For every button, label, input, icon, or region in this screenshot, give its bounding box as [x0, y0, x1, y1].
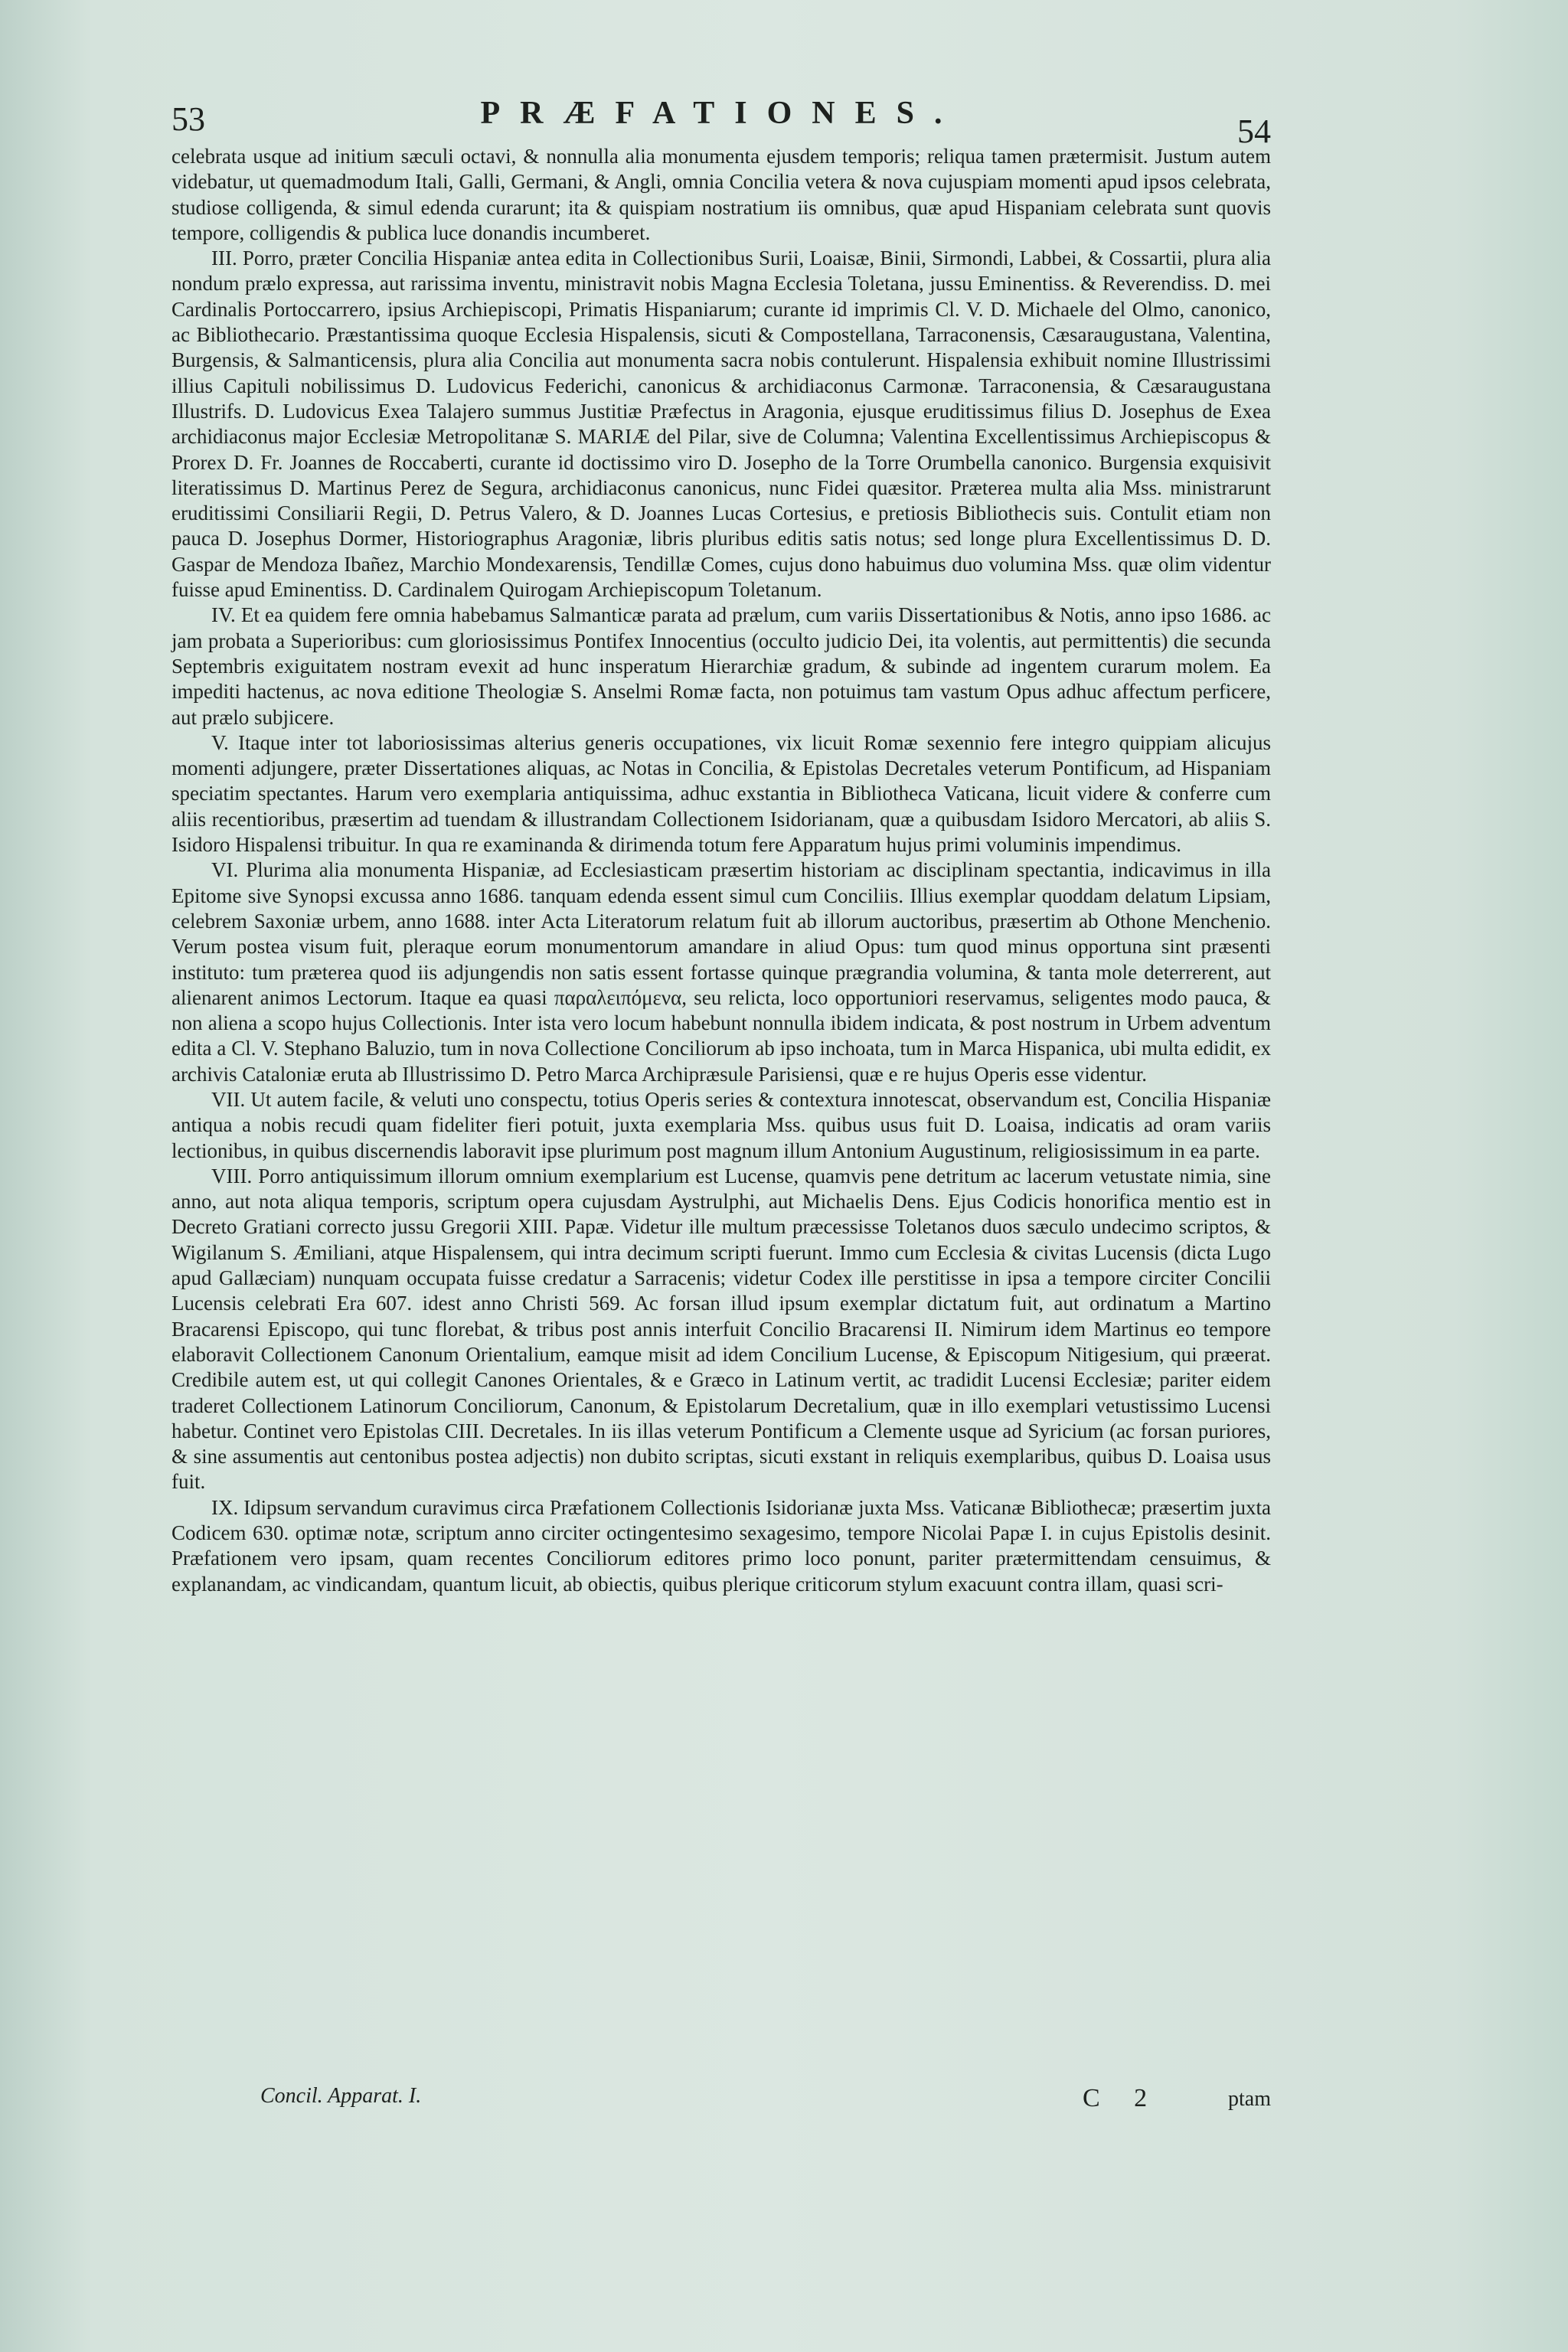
paragraph-viii: VIII. Porro antiquissimum illorum omnium exemplarium est Lucense, quamvis pene detritum ac lacerum vetustate nimia, sine anno, aut nota aliqua temporis, scriptum opera cujusdam Aystrulphi, aut Michaelis Dens. Ejus Codicis honorifica mentio est in Decreto Gratiani correcto jussu Gregorii XIII. Papæ. Videtur ille multum præcessisse Toletanos duos sæculo undecimo scriptos, & Wigilanum S. Æmiliani, atque Hispalensem, qui intra decimum scripti fuerunt. Immo cum Ecclesia & civitas Lucensis (dicta Lugo apud Gallæciam) nunquam occupata fuisse credatur a Sarracenis; videtur Codex ille perstitisse in ipsa a tempore circiter Concilii Lucensis celebrati Era 607. idest anno Christi 569. Ac forsan illud ipsum exemplar dictatum fuit, aut ordinatum a Martino Bracarensi Episcopo, qui tunc florebat, & tribus post annis interfuit Concilio Bracarensi II. Nimirum idem Martinus eo tempore elaboravit Collectionem Canonum Orientalium, eamque misit ad idem Concilium Lucense, & Episcopum Nitigesium, qui præerat. Credibile autem est, ut qui collegit Canones Orientales, & e Græco in Latinum vertit, ac tradidit Lucensi Ecclesiæ; pariter eidem traderet Collectionem Latinorum Conciliorum, Canonum, & Epistolarum Decretalium, quæ in illo exemplari vetustissimo Lucensi habetur. Continet vero Epistolas CIII. Decretales. In iis illas veterum Pontificum a Clemente usque ad Syricium (ac forsan puriores, & sine assumentis aut centonibus postea adjectis) non dubito scriptas, sicuti exstant in reliquis exemplaribus, quibus D. Loaisa usus fuit. — [172, 1164, 1271, 1494]
paragraph-iv: IV. Et ea quidem fere omnia habebamus Salmanticæ parata ad prælum, cum variis Dissertationibus & Notis, anno ipso 1686. ac jam probata a Superioribus: cum gloriosissimus Pontifex Innocentius (occulto judicio Dei, ita volentis, aut permittentis) die secunda Septembris exiguitatem nostram evexit ad hunc insperatum Hierarchiæ gradum, & subinde ad ingentem curarum molem. Ea impediti hactenus, ac nova editione Theologiæ S. Anselmi Romæ facta, non potuimus tam vastum Opus adhuc affectum perficere, aut prælo subjicere. — [172, 603, 1271, 729]
page-footer — [172, 2084, 1271, 2115]
paragraph-vii: VII. Ut autem facile, & veluti uno conspectu, totius Operis series & contextura innotescat, observandum est, Concilia Hispaniæ antiqua a nobis recudi quam fideliter fieri potuit, juxta exemplaria Mss. quibus usus fuit D. Loaisa, indicatis ad oram variis lectionibus, in quibus discernendis laboravit ipse plurimum post magnum illum Antonium Augustinum, religiosissimum in ea parte. — [172, 1087, 1271, 1162]
signature-mark: Concil. Apparat. I. — [260, 2084, 422, 2108]
paragraph-ix: IX. Idipsum servandum curavimus circa Præfationem Collectionis Isidorianæ juxta Mss. Vaticanæ Bibliothecæ; præsertim juxta Codicem 630. optimæ notæ, scriptum anno circiter octingentesimo sexagesimo, tempore Nicolai Papæ I. in cujus Epistolis desinit. Præfationem vero ipsam, quam recentes Conciliorum editores primo loco ponunt, pariter prætermittendam censuimus, & explanandam, ac vindicandam, quantum licuit, ab obiectis, quibus plerique criticorum stylum exacuunt contra illam, quasi scri- — [172, 1495, 1271, 1596]
catchword: ptam — [1228, 2087, 1271, 2111]
running-title: PRÆFATIONES. — [480, 96, 962, 131]
body-text — [172, 144, 1271, 1597]
paragraph-continuation: celebrata usque ad initium sæculi octavi, & nonnulla alia monumenta ejusdem temporis; reliqua tamen prætermisit. Justum autem videbatur, ut quemadmodum Itali, Galli, Germani, & Angli, omnia Concilia vetera & nova cujuspiam momenti apud ipsos celebrata, studiose colligenda, & simul edenda curarunt; ita & quispiam nostratium iis omnibus, quæ apud Hispaniam celebrata sunt quovis tempore, colligendis & publica luce donandis incumberet. — [172, 145, 1271, 244]
page-number-right: 54 — [1237, 113, 1271, 150]
page-number-left: 53 — [172, 100, 205, 138]
paragraph-vi: VI. Plurima alia monumenta Hispaniæ, ad Ecclesiasticam præsertim historiam ac disciplinam spectantia, indicavimus in illa Epitome sive Synopsi excussa anno 1686. tanquam edenda essent simul cum Conciliis. Illius exemplar quoddam delatum Lipsiam, celebrem Saxoniæ urbem, anno 1688. inter Acta Literatorum relatum fuit ab illorum auctoribus, præsertim ab Othone Menchenio. Verum postea visum fuit, pleraque eorum monumentorum amandare in aliud Opus: tum quod minus opportuna sint præsenti instituto: tum præterea quod iis adjungendis non satis essent fortasse quinque prægrandia volumina, & tanta mole deterrerent, aut alienarent animos Lectorum. Itaque ea quasi παραλειπόμενα, seu relicta, loco opportuniori reservamus, seligentes modo pauca, & non aliena a scopo hujus Collectionis. Inter ista vero locum habebunt nonnulla ibidem indicata, & post nostrum in Urbem adventum edita a Cl. V. Stephano Baluzio, tum in nova Collectione Conciliorum ab ipso inchoata, tum in Marca Hispanica, ubi multa edidit, ex archivis Cataloniæ eruta ab Illustrissimo D. Petro Marca Archipræsule Parisiensi, quæ e re hujus Operis esse videntur. — [172, 858, 1271, 1086]
paragraph-v: V. Itaque inter tot laboriosissimas alterius generis occupationes, vix licuit Romæ sexennio fere integro quippiam alicujus momenti adjungere, præter Dissertationes aliquas, ac Notas in Concilia, & Epistolas Decretales veterum Pontificum, ad Hispaniam speciatim spectantes. Harum vero exemplaria antiquissima, adhuc exstantia in Bibliotheca Vaticana, licuit videre & conferre cum aliis recentioribus, præsertim ad tuendam & illustrandam Collectionem Isidorianam, quæ a quibusdam Isidoro Mercatori, ab aliis S. Isidoro Hispalensi tribuitur. In qua re examinanda & dirimenda totum fere Apparatum hujus primi voluminis impendimus. — [172, 730, 1271, 857]
paragraph-iii: III. Porro, præter Concilia Hispaniæ antea edita in Collectionibus Surii, Loaisæ, Binii, Sirmondi, Labbei, & Cossartii, plura alia nondum prælo expressa, aut rarissima inventu, ministravit nobis Magna Ecclesia Toletana, jussu Eminentiss. & Reverendiss. D. mei Cardinalis Portoccarrero, ipsius Archiepiscopi, Primatis Hispaniarum; curante id imprimis Cl. V. D. Michaele del Olmo, canonico, ac Bibliothecario. Præstantissima quoque Ecclesia Hispalensis, sicuti & Compostellana, Tarraconensis, Cæsaraugustana, Valentina, Burgensis, & Salmanticensis, plura alia Concilia aut monumenta sacra nobis contulerunt. Hispalensia exhibuit nomine Illustrissimi illius Capituli nobilissimus D. Ludovicus Federichi, canonicus & archidiaconus Carmonæ. Tarraconensia, & Cæsaraugustana Illustrifs. D. Ludovicus Exea Talajero summus Justitiæ Præfectus in Aragonia, ejusque eruditissimus filius D. Josephus de Exea archidiaconus major Ecclesiæ Metropolitanæ S. MARIÆ del Pilar, sive de Columna; Valentina Excellentissimus Archiepiscopus & Prorex D. Fr. Joannes de Roccaberti, curante id doctissimo viro D. Josepho de la Torre Orumbella canonico. Burgensia exquisivit literatissimus D. Martinus Perez de Segura, archidiaconus canonicus, nunc Fidei quæsitor. Præterea multa alia Mss. ministrarunt eruditissimi Consiliarii Regii, D. Petrus Valero, & D. Joannes Lucas Cortesius, e pretiosis Bibliothecis suis. Contulit etiam non pauca D. Josephus Dormer, Historiographus Aragoniæ, libris pluribus editis satis notus; sed longe plura Excellentissimus D. D. Gaspar de Mendoza Ibañez, Marchio Mondexarensis, Tendillæ Comes, cujus dono habuimus duo volumina Mss. quæ olim videntur fuisse apud Eminentiss. D. Cardinalem Quirogam Archiepiscopum Toletanum. — [172, 247, 1271, 602]
running-header — [172, 89, 1271, 150]
gathering-mark: C 2 — [1083, 2084, 1161, 2112]
